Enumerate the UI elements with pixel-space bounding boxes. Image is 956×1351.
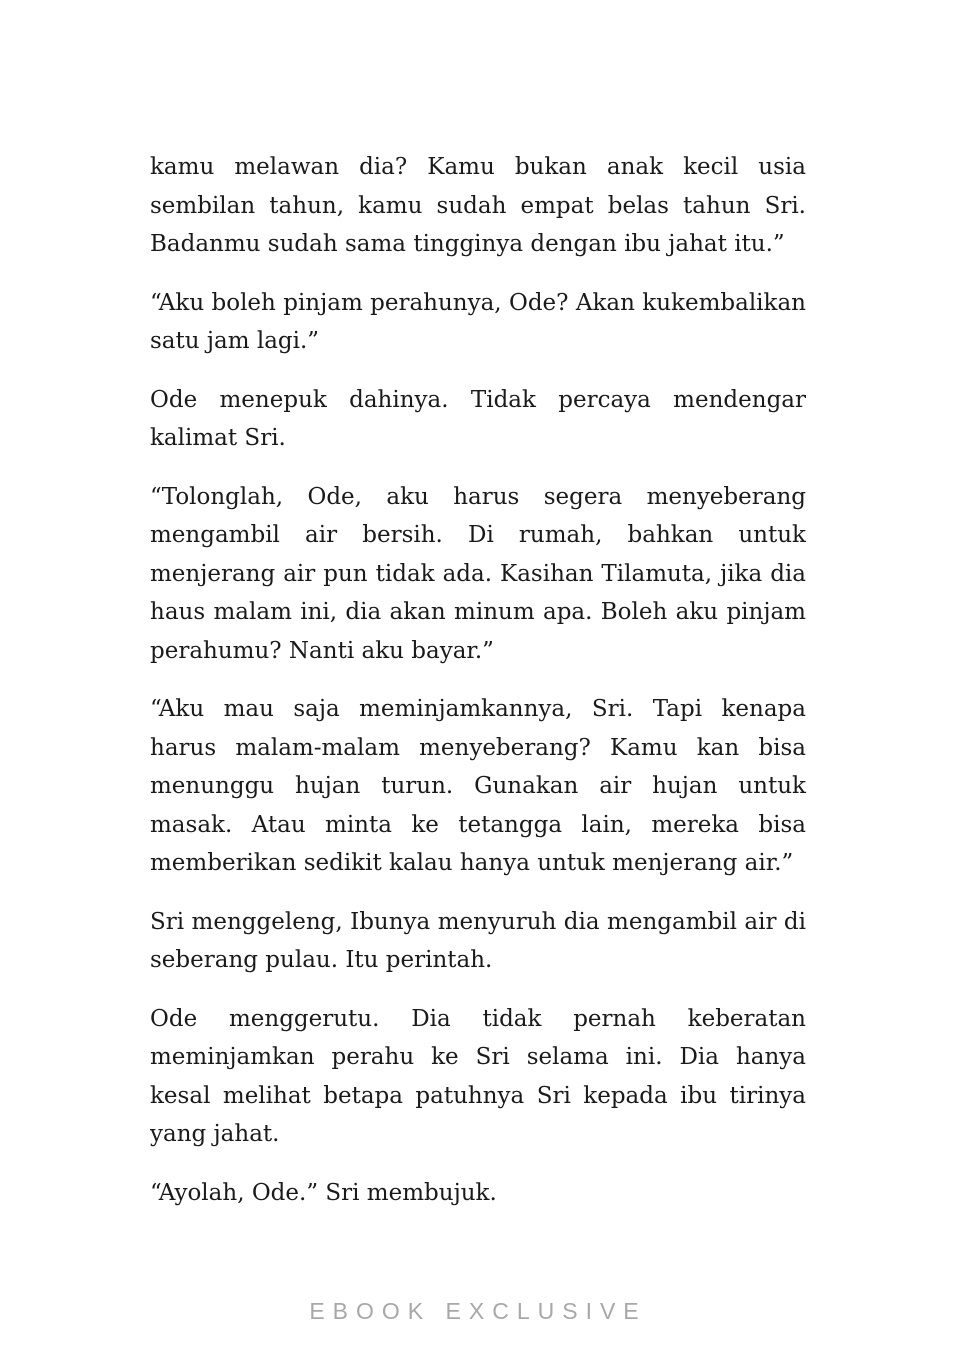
paragraph-1: kamu melawan dia? Kamu bukan anak kecil usia sembilan tahun, kamu sudah empat belas tahun Sri. Badanmu sudah sama tingginya dengan ibu jahat itu.” xyxy=(150,154,806,257)
paragraph-4: “Tolonglah, Ode, aku harus segera menyeberang mengambil air bersih. Di rumah, bahkan untuk menjerang air pun tidak ada. Kasihan Tilamuta, jika dia haus malam ini, dia akan minum apa. Boleh aku pinjam perahumu? Nanti aku bayar.” xyxy=(150,483,806,664)
paragraph-2: “Aku boleh pinjam perahunya, Ode? Akan kukembalikan satu jam lagi.” xyxy=(150,289,806,354)
paragraph-5: “Aku mau saja meminjamkannya, Sri. Tapi kenapa harus malam-malam menyeberang? Kamu kan bisa menunggu hujan turun. Gunakan air hujan untuk masak. Atau minta ke tetangga lain, mereka bisa memberikan sedikit kalau hanya untuk menjerang air.” xyxy=(150,696,806,876)
page-text xyxy=(150,148,806,1232)
paragraph-7: Ode menggerutu. Dia tidak pernah keberatan meminjamkan perahu ke Sri selama ini. Dia hanya kesal melihat betapa patuhnya Sri kepada ibu tirinya yang jahat. xyxy=(150,1005,806,1147)
paragraph-6: Sri menggeleng, Ibunya menyuruh dia mengambil air di seberang pulau. Itu perintah. xyxy=(150,908,806,973)
paragraph-8: “Ayolah, Ode.” Sri membujuk. xyxy=(150,1179,497,1206)
footer-ebook-exclusive: EBOOK EXCLUSIVE xyxy=(309,1298,647,1324)
paragraph-3: Ode menepuk dahinya. Tidak percaya mendengar kalimat Sri. xyxy=(150,386,806,451)
